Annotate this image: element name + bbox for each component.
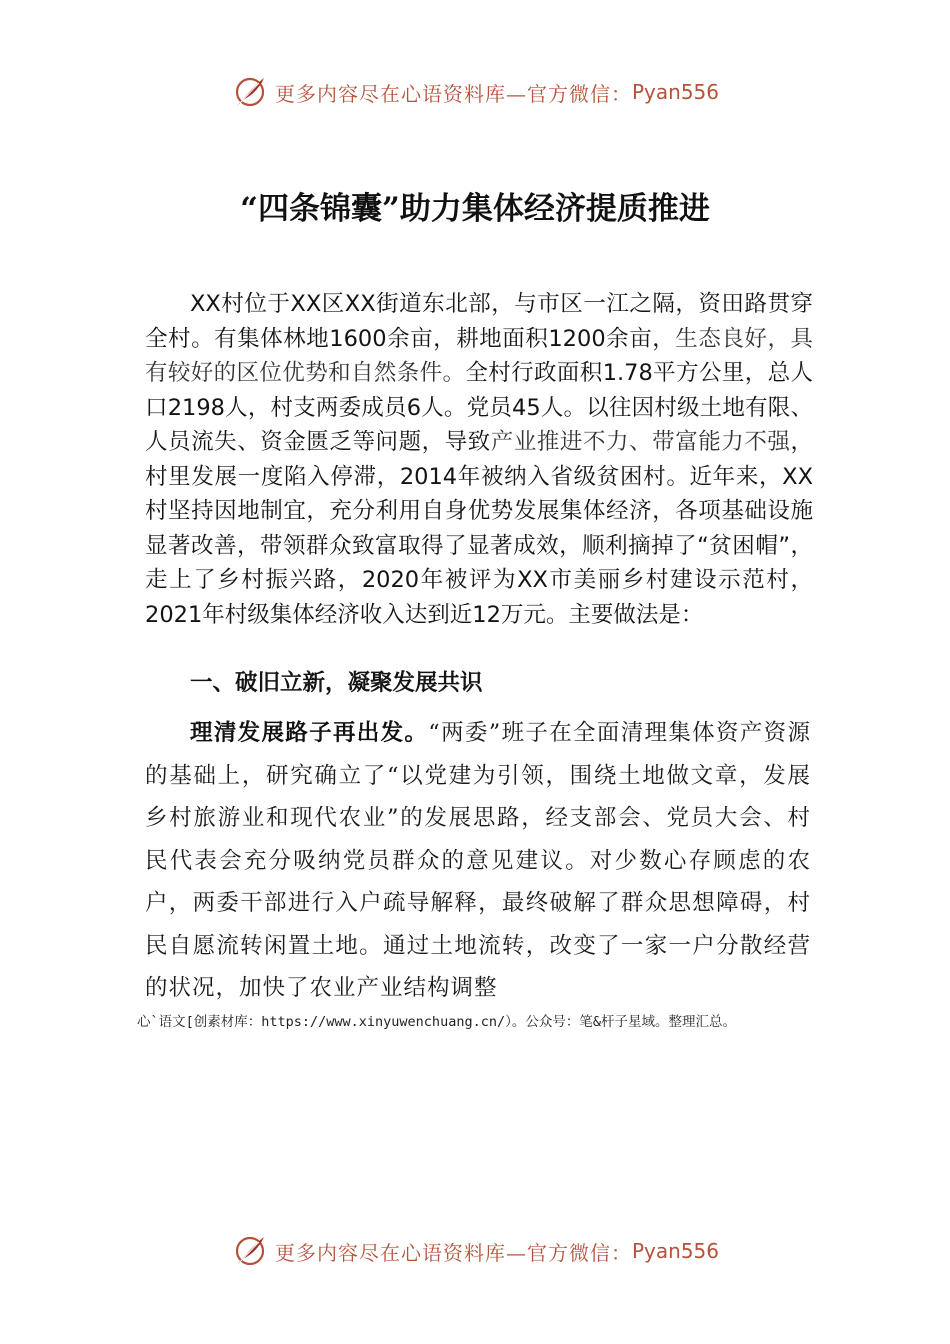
section-1-text: “两委”班子在全面清理集体资产资源的基础上，研究确立了“以党建为引领，围绕土地做文章，发展乡村旅游业和现代农业”的发展思路，经支部会、党员大会、村民代表会充分吸纳党员群众的意见建议。对少数心存顾虑的农户，两委干部进行入户疏导解释，最终破解了群众思想障碍，村民自愿流转闲置土地。通过土地流转，改变了一家一户分散经营的状况，加快了农业产业结构调整 <box>145 720 811 1001</box>
intro-paragraph-block <box>145 287 813 632</box>
intro-text-2: 生态良好，具有较好的区位优势和自然条件。 <box>145 325 813 386</box>
banner-text: 更多内容尽在心语资料库—官方微信： <box>274 81 632 106</box>
feather-pen-logo-icon <box>231 1232 269 1270</box>
footer-banner <box>0 1231 950 1271</box>
intro-text-5: ，村里发展一度陷入停滞，2014年被纳入省级贫困村。近年来，XX村坚持因地制宜，充分利用自身优势发展集体经济，各项基础设施显著改善，带领群众致富取得了显著成效，顺利摘掉了“贫困帽”，走上了乡村振兴路，2020年被评为XX市美丽乡村建设示范村，2021年村级集体经济收入达到近12万元。主要做法是： <box>145 429 813 628</box>
section-heading-1: 一、破旧立新，凝聚发展共识 <box>190 670 483 696</box>
intro-text-4: 产业推进不力、带富能力不强 <box>490 429 791 455</box>
section-1-body-block <box>145 712 811 1010</box>
section-1-paragraph <box>145 712 811 1010</box>
intro-paragraph <box>145 287 813 632</box>
footer-banner-text: 更多内容尽在心语资料库—官方微信： <box>274 1240 632 1265</box>
feather-pen-logo-icon <box>231 73 269 111</box>
article-title: “四条锦囊”助力集体经济提质推进 <box>240 191 710 227</box>
intro-text-3: 全村行政面积1.78平方公里，总人口2198人，村支两委成员6人。党员45人。以往因村级土地有限、人员流失、资金匮乏等问题，导致 <box>145 360 813 455</box>
source-footnote: 心`语文[创素材库：https://www.xinyuwenchuang.cn/）。公众号：笔&杆子星域。整理汇总。 <box>137 1014 736 1030</box>
footer-banner-wechat-id: Pyan556 <box>631 1239 719 1263</box>
intro-text-1: XX村位于XX区XX街道东北部，与市区一江之隔，资田路贯穿全村。有集体林地1600余亩，耕地面积1200余亩， <box>145 291 813 352</box>
banner-wechat-id: Pyan556 <box>631 80 719 104</box>
section-1-lead: 理清发展路子再出发。 <box>190 720 429 746</box>
header-banner <box>0 72 950 112</box>
